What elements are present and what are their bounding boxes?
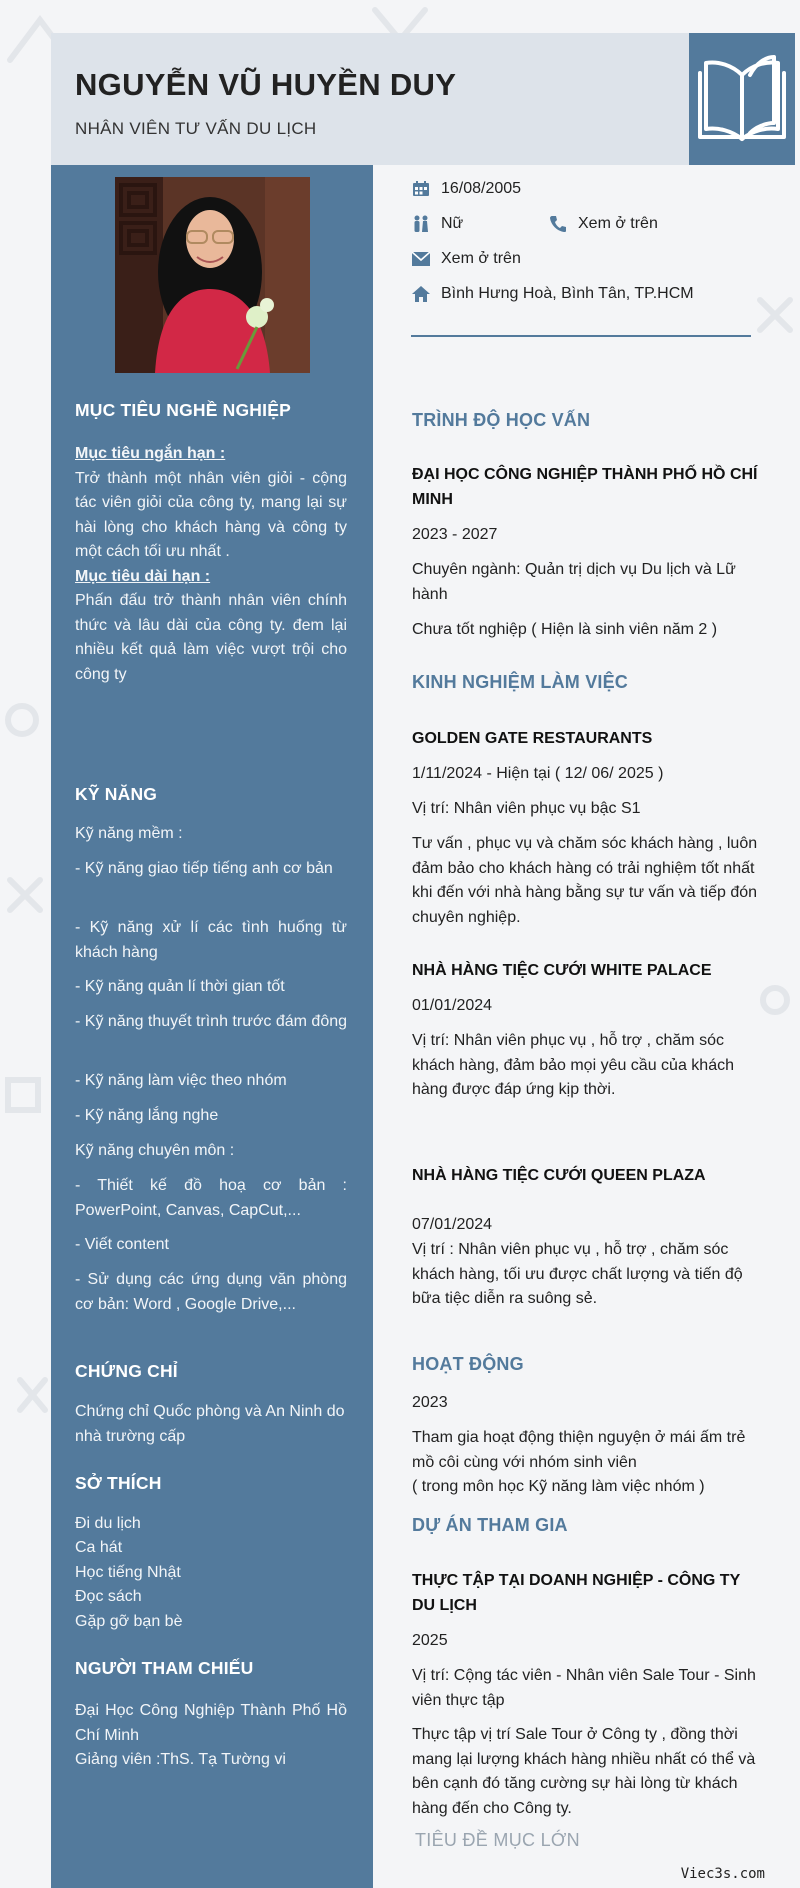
section-title-placeholder: TIÊU ĐỀ MỤC LỚN [415, 1830, 580, 1850]
projects-title: DỰ ÁN THAM GIA [412, 1515, 568, 1535]
job-date: 01/01/2024 [412, 997, 493, 1014]
job-company: NHÀ HÀNG TIỆC CƯỚI WHITE PALACE [412, 962, 712, 979]
profile-photo [115, 177, 310, 373]
professional-skills-label: Kỹ năng chuyên môn : [75, 1142, 235, 1159]
phone-icon [548, 215, 568, 233]
soft-skill-item: - Kỹ năng xử lí các tình huống từ khách hàng [75, 919, 347, 961]
address-text: Bình Hưng Hoà, Bình Tân, TP.HCM [441, 285, 694, 302]
project-description: Thực tập vị trí Sale Tour ở Công ty , đồng thời mang lại lượng khách hàng nhiều nhất có thể và bên cạnh đó tăng cường sự hài lòng từ khách hàng đến cho Công ty. [412, 1726, 756, 1817]
email-icon [411, 250, 431, 268]
job-description: Tư vấn , phục vụ và chăm sóc khách hàng , luôn đảm bảo cho khách hàng có trải nghiệm tốt nhất khi đến với nhà hàng bằng sự tư vấn và tiếp đón chuyên nghiệp. [412, 835, 758, 926]
soft-skill-item: - Kỹ năng thuyết trình trước đám đông [75, 1013, 348, 1030]
calendar-icon [411, 180, 431, 198]
resume [51, 33, 795, 1888]
short-term-goal-text: Trở thành một nhân viên giỏi - cộng tác viên giỏi của công ty, mang lại sự hài lòng cho khách hàng và công ty một cách tối ưu nhất . [75, 469, 347, 560]
home-icon [411, 285, 431, 303]
professional-skill-item: - Sử dụng các ứng dụng văn phòng cơ bản: Word , Google Drive,... [75, 1271, 347, 1313]
birthdate-text: 16/08/2005 [441, 180, 522, 197]
hobby-item: Đi du lịch [75, 1515, 141, 1532]
job-position: Vị trí: Nhân viên phục vụ bậc S1 [412, 800, 641, 817]
career-objective-title: MỤC TIÊU NGHỀ NGHIỆP [75, 400, 291, 420]
job-date: 07/01/2024 [412, 1216, 493, 1233]
header-icon-box [689, 33, 795, 165]
soft-skill-item: - Kỹ năng làm việc theo nhóm [75, 1072, 287, 1089]
phone-row [548, 215, 658, 233]
hobby-item: Học tiếng Nhật [75, 1564, 181, 1581]
candidate-name: NGUYỄN VŨ HUYỀN DUY [75, 67, 457, 102]
soft-skill-item: - Kỹ năng quản lí thời gian tốt [75, 978, 285, 995]
skills-title: KỸ NĂNG [75, 784, 158, 804]
email-text: Xem ở trên [441, 250, 521, 267]
reference-person: Giảng viên :ThS. Tạ Tường vi [75, 1751, 286, 1768]
activity-year: 2023 [412, 1394, 448, 1411]
professional-skill-item: - Thiết kế đồ hoạ cơ bản : PowerPoint, Canvas, CapCut,... [75, 1177, 347, 1219]
hobbies-title: SỞ THÍCH [75, 1473, 162, 1493]
open-book-icon [694, 53, 790, 145]
education-school: ĐẠI HỌC CÔNG NGHIỆP THÀNH PHỐ HỒ CHÍ MINH [412, 466, 758, 508]
job-company: GOLDEN GATE RESTAURANTS [412, 730, 653, 747]
references-title: NGƯỜI THAM CHIẾU [75, 1658, 254, 1678]
job-company: NHÀ HÀNG TIỆC CƯỚI QUEEN PLAZA [412, 1167, 706, 1184]
education-major: Chuyên ngành: Quản trị dịch vụ Du lịch và Lữ hành [412, 561, 736, 603]
address-row [411, 285, 694, 303]
job-description: Vị trí : Nhân viên phục vụ , hỗ trợ , chăm sóc khách hàng, tối ưu được chất lượng và tiến độ bữa tiệc diễn ra suông sẻ. [412, 1241, 743, 1307]
site-watermark: Viec3s.com [680, 1866, 765, 1882]
project-position: Vị trí: Cộng tác viên - Nhân viên Sale Tour - Sinh viên thực tập [412, 1667, 756, 1709]
education-years: 2023 - 2027 [412, 526, 498, 543]
job-description: Vị trí: Nhân viên phục vụ , hỗ trợ , chăm sóc khách hàng, đảm bảo mọi yêu cầu của khách hàng được đáp ứng kịp thời. [412, 1032, 734, 1098]
candidate-job-title: NHÂN VIÊN TƯ VẤN DU LỊCH [75, 119, 317, 138]
education-status: Chưa tốt nghiệp ( Hiện là sinh viên năm 2 ) [412, 621, 718, 638]
experience-title: KINH NGHIỆM LÀM VIỆC [412, 672, 629, 692]
hobby-item: Gặp gỡ bạn bè [75, 1613, 183, 1630]
gender-icon [411, 215, 431, 233]
professional-skill-item: - Viết content [75, 1236, 169, 1253]
short-term-goal-label: Mục tiêu ngắn hạn : [75, 445, 226, 462]
job-date: 1/11/2024 - Hiện tại ( 12/ 06/ 2025 ) [412, 765, 664, 782]
reference-organization: Đại Học Công Nghiệp Thành Phố Hồ Chí Minh [75, 1702, 347, 1744]
project-name: THỰC TẬP TẠI DOANH NGHIỆP - CÔNG TY DU LỊCH [412, 1572, 740, 1614]
soft-skill-item: - Kỹ năng giao tiếp tiếng anh cơ bản [75, 860, 333, 877]
career-objective-text [75, 442, 347, 687]
activity-description: Tham gia hoạt động thiện nguyện ở mái ấm trẻ mồ côi cùng với nhóm sinh viên ( trong môn học Kỹ năng làm việc nhóm ) [412, 1429, 746, 1495]
project-year: 2025 [412, 1632, 448, 1649]
activities-title: HOẠT ĐỘNG [412, 1354, 524, 1374]
long-term-goal-text: Phấn đấu trở thành nhân viên chính thức và lâu dài của công ty. đem lại nhiều kết quả làm việc vượt trội cho công ty [75, 592, 347, 683]
contact-divider [411, 335, 751, 337]
phone-text: Xem ở trên [578, 215, 658, 232]
education-title: TRÌNH ĐỘ HỌC VẤN [412, 410, 591, 430]
resume-header [51, 33, 795, 165]
resume-sidebar [51, 165, 373, 1888]
gender-row [411, 215, 463, 233]
soft-skill-item: - Kỹ năng lắng nghe [75, 1107, 219, 1124]
birthdate-row [411, 180, 521, 198]
resume-main [373, 165, 795, 1888]
certificate-text: Chứng chỉ Quốc phòng và An Ninh do nhà trường cấp [75, 1403, 345, 1445]
certificates-title: CHỨNG CHỈ [75, 1361, 178, 1381]
soft-skills-label: Kỹ năng mềm : [75, 825, 183, 842]
hobby-item: Đọc sách [75, 1588, 142, 1605]
long-term-goal-label: Mục tiêu dài hạn : [75, 567, 211, 585]
email-row [411, 250, 521, 268]
gender-text: Nữ [441, 215, 464, 232]
hobby-item: Ca hát [75, 1539, 123, 1556]
